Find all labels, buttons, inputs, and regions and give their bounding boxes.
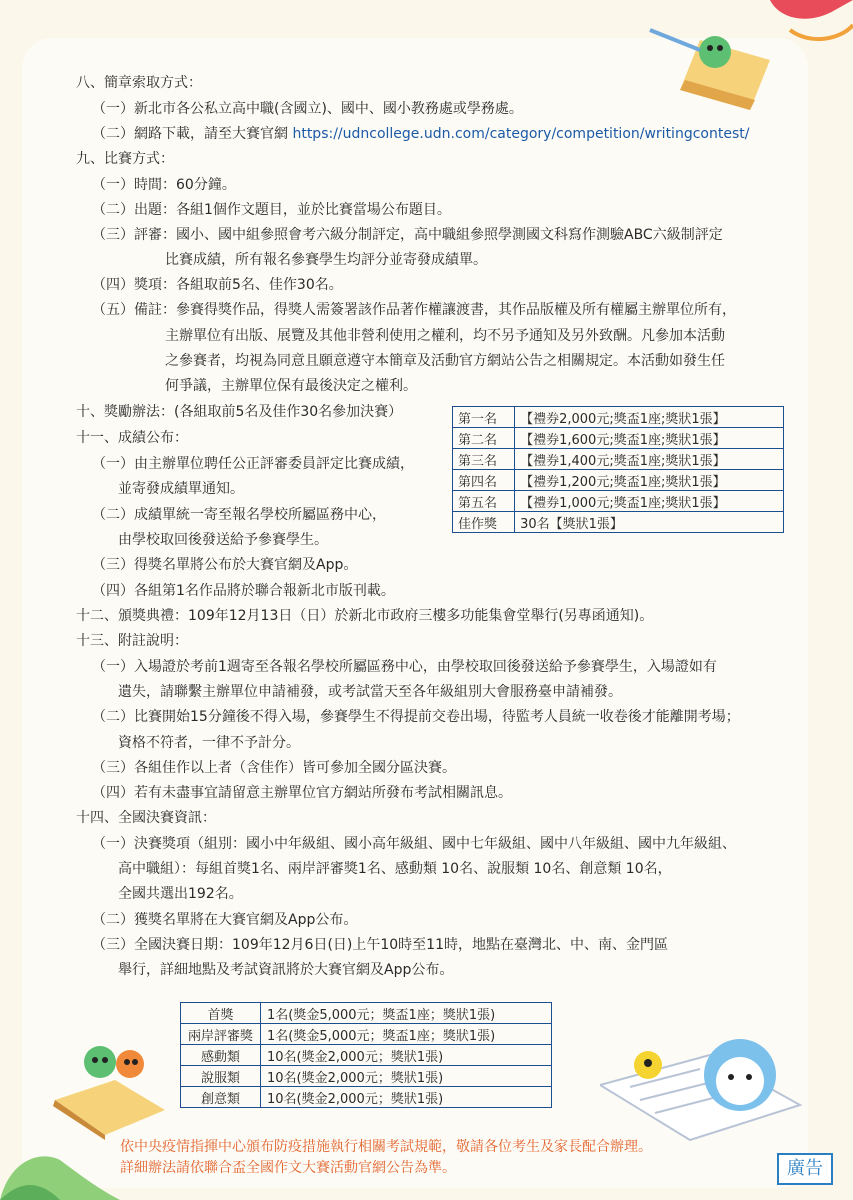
prize-cell: 【禮券1,400元;獎盃1座;獎狀1張】 [515,449,784,470]
section-8-item-1: （一）新北市各公私立高中職(含國立)、國中、國小教務處或學務處。 [92,101,523,117]
table-row [453,428,784,449]
rank-cell: 第四名 [453,470,515,491]
section-13-title: 十三、附註說明： [76,633,188,649]
prize-cell: 【禮券1,200元;獎盃1座;獎狀1張】 [515,470,784,491]
prize-cell: 【禮券2,000元;獎盃1座;獎狀1張】 [515,407,784,428]
section-14-title: 十四、全國決賽資訊： [76,810,216,826]
section-14-line: （二）獲獎名單將在大賽官網及App公布。 [92,912,358,928]
section-9-line: （二）出題：各組1個作文題目，並於比賽當場公布題目。 [92,202,451,218]
section-11-line: （四）各組第1名作品將於聯合報新北市版刊載。 [92,583,395,599]
award-prize-cell: 10名(獎金2,000元；獎狀1張) [261,1045,552,1066]
section-11-line: 由學校取回後發送給予參賽學生。 [118,532,328,548]
table-row [181,1045,552,1066]
table-row [453,491,784,512]
section-14-line: 高中職組）：每組首獎1名、兩岸評審獎1名、感動類 10名、說服類 10名、創意類 10名， [118,861,672,877]
award-prize-cell: 10名(獎金2,000元；獎狀1張) [261,1066,552,1087]
section-13-line: 資格不符者，一律不予計分。 [118,735,300,751]
table-row [181,1024,552,1045]
section-13-line: （三）各組佳作以上者（含佳作）皆可參加全國分區決賽。 [92,760,456,776]
section-9-line: 主辦單位有出版、展覽及其他非營利使用之權利，均不另予通知及另外致酬。凡參加本活動 [165,328,725,344]
section-8-item-2 [92,122,749,146]
prize-table [452,406,784,533]
prize-cell: 【禮券1,000元;獎盃1座;獎狀1張】 [515,491,784,512]
section-13-line: （二）比賽開始15分鐘後不得入場，參賽學生不得提前交卷出場，待監考人員統一收卷後才能離開考場； [92,709,740,725]
section-9-line: （四）獎項：各組取前5名、佳作30名。 [92,277,343,293]
section-14-line: 全國共選出192名。 [118,886,243,902]
section-9-line: 比賽成績，所有報名參賽學生均評分並寄發成績單。 [165,252,487,268]
section-12-title: 十二、頒獎典禮：109年12月13日（日）於新北市政府三樓多功能集會堂舉行(另專函通知)。 [76,608,654,624]
table-row [453,512,784,533]
rank-cell: 第五名 [453,491,515,512]
section-11-line: （一）由主辦單位聘任公正評審委員評定比賽成績， [92,456,414,472]
section-8-title: 八、簡章索取方式： [76,75,202,91]
award-prize-cell: 10名(獎金2,000元；獎狀1張) [261,1087,552,1108]
ad-badge: 廣告 [777,1153,833,1185]
mascot-illustration [600,1025,820,1145]
section-13-line: （一）入場證於考前1週寄至各報名學校所屬區務中心，由學校取回後發送給予參賽學生，入場證如有 [92,659,717,675]
epidemic-notice-line-1: 依中央疫情指揮中心頒布防疫措施執行相關考試規範，敬請各位考生及家長配合辦理。 [120,1139,652,1155]
section-14-line: 舉行，詳細地點及考試資訊將於大賽官網及App公布。 [118,962,454,978]
award-prize-cell: 1名(獎金5,000元；獎盃1座；獎狀1張) [261,1003,552,1024]
top-right-decoration [640,0,853,120]
rank-cell: 第一名 [453,407,515,428]
national-awards-table [180,1002,552,1108]
section-10-title: 十、獎勵辦法：(各組取前5名及佳作30名參加決賽） [76,404,403,420]
award-category-cell: 創意類 [181,1087,261,1108]
rank-cell: 第三名 [453,449,515,470]
section-9-line: （五）備註：參賽得獎作品，得獎人需簽署該作品著作權讓渡書，其作品版權及所有權屬主辦單位所有， [92,302,736,318]
section-13-line: （四）若有未盡事宜請留意主辦單位官方網站所發布考試相關訊息。 [92,785,512,801]
section-11-line: （二）成績單統一寄至報名學校所屬區務中心， [92,507,386,523]
section-13-line: 遺失，請聯繫主辦單位申請補發，或考試當天至各年級組別大會服務臺申請補發。 [118,684,622,700]
table-row [181,1003,552,1024]
award-prize-cell: 1名(獎金5,000元；獎盃1座；獎狀1張) [261,1024,552,1045]
section-9-line: （一）時間：60分鐘。 [92,177,236,193]
table-row [181,1066,552,1087]
award-category-cell: 兩岸評審獎 [181,1024,261,1045]
section-11-line: （三）得獎名單將公布於大賽官網及App。 [92,557,358,573]
table-row [453,449,784,470]
section-8-item-2-text: （二）網路下載，請至大賽官網 [92,126,293,142]
award-category-cell: 感動類 [181,1045,261,1066]
table-row [181,1087,552,1108]
section-14-line: （三）全國決賽日期：109年12月6日(日)上午10時至11時，地點在臺灣北、中、南、金門區 [92,937,668,953]
table-row [453,407,784,428]
table-row [453,470,784,491]
section-14-line: （一）決賽獎項（組別：國小中年級組、國小高年級組、國中七年級組、國中八年級組、國中九年級組、 [92,836,736,852]
epidemic-notice-line-2: 詳細辦法請依聯合盃全國作文大賽活動官網公告為準。 [120,1160,456,1176]
rank-cell: 第二名 [453,428,515,449]
section-9-title: 九、比賽方式： [76,151,174,167]
section-9-line: （三）評審：國小、國中組參照會考六級分制評定，高中職組參照學測國文科寫作測驗ABC六級制評定 [92,227,723,243]
section-9-line: 何爭議，主辦單位保有最後決定之權利。 [165,378,417,394]
award-category-cell: 首獎 [181,1003,261,1024]
section-9-line: 之參賽者，均視為同意且願意遵守本簡章及活動官方網站公告之相關規定。本活動如發生任 [165,353,725,369]
award-category-cell: 說服類 [181,1066,261,1087]
section-11-line: 並寄發成績單通知。 [118,481,244,497]
section-11-title: 十一、成績公布： [76,430,188,446]
rank-cell: 佳作獎 [453,512,515,533]
book-mascot-illustration [45,1040,175,1140]
prize-cell: 30名【獎狀1張】 [515,512,784,533]
prize-cell: 【禮券1,600元;獎盃1座;獎狀1張】 [515,428,784,449]
contest-website-link[interactable]: https://udncollege.udn.com/category/competition/writingcontest/ [292,126,750,142]
